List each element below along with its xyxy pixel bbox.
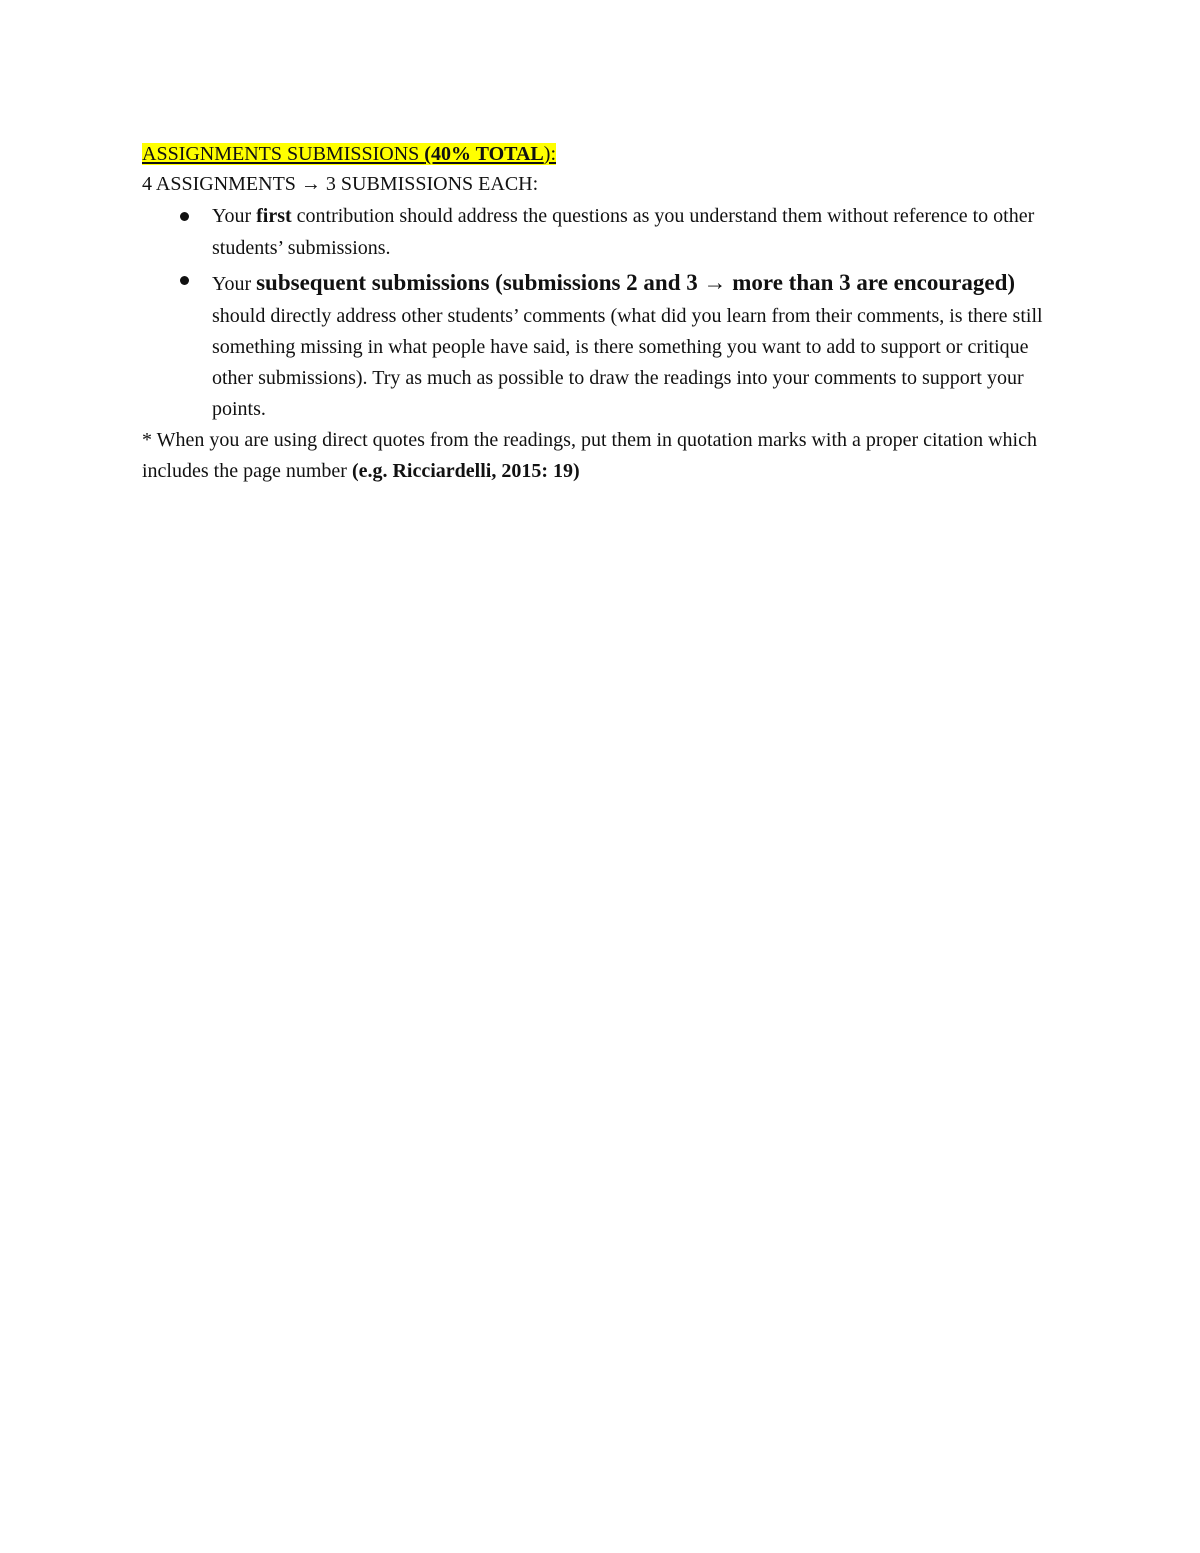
note-text: * When you are using direct quotes from the readings, put them in quotation marks with a proper citation which includes the page number (142, 429, 1037, 482)
bullet-text-bold: first (256, 205, 292, 227)
bullet-icon (180, 276, 189, 285)
note-example: (e.g. Ricciardelli, 2015: 19) (351, 460, 580, 482)
bullet-list (142, 200, 1072, 425)
citation-note (142, 425, 1072, 487)
subheading: 4 ASSIGNMENTS → 3 SUBMISSIONS EACH: (142, 173, 539, 195)
heading-bold: (40% TOTAL (424, 143, 544, 165)
section-heading (142, 140, 1072, 168)
bullet-text-after: contribution should address the questions as you understand them without reference to other students’ submissions. (212, 205, 1035, 259)
bullet-text-before: Your (212, 205, 257, 227)
document-body (142, 140, 1072, 487)
bullet-text-before: Your (212, 273, 257, 295)
list-item (142, 264, 1072, 425)
bullet-icon (180, 212, 189, 221)
list-item (142, 200, 1072, 264)
bullet-text-bold: subsequent submissions (submissions 2 and 3 → more than 3 are encouraged) (256, 270, 1016, 295)
heading-prefix: ASSIGNMENTS SUBMISSIONS (142, 143, 425, 165)
highlighted-heading (142, 143, 556, 165)
heading-suffix: ): (543, 143, 556, 165)
bullet-text-after: should directly address other students’ comments (what did you learn from their comments, is there still something missing in what people have said, is there something you want to add to support or critique other submissions). Try as much as possible to draw the readings into your comments to support your points. (212, 305, 1043, 420)
